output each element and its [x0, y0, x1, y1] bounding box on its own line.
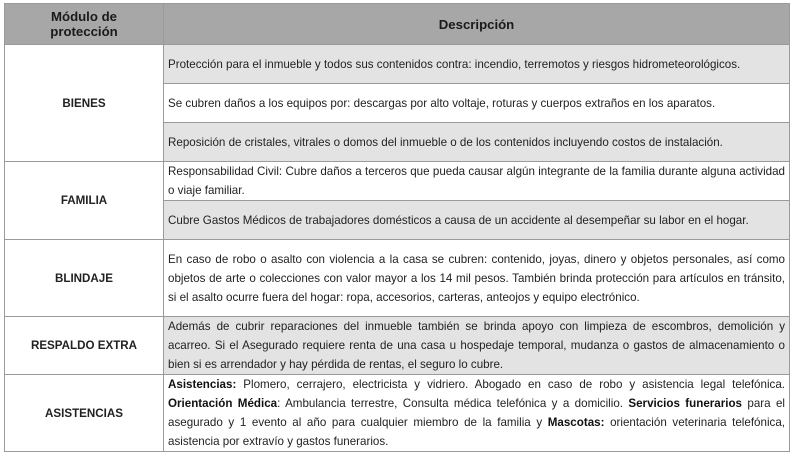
text-mascotas: orientación veterinaria telefónica, asistencia por extravío y gastos funerarios. — [168, 416, 785, 448]
label-servicios-funerarios: Servicios funerarios — [628, 397, 743, 410]
description-cell: Protección para el inmueble y todos sus contenidos contra: incendio, terremotos y riesgos hidrometeorológicos. — [164, 45, 790, 84]
description-cell: Cubre Gastos Médicos de trabajadores domésticos a causa de un accidente al desempeñar su labor en el hogar. — [164, 201, 790, 240]
label-asistencias: Asistencias: — [168, 378, 237, 391]
table-row — [5, 375, 790, 452]
header-module-line2: protección — [50, 24, 118, 39]
label-mascotas: Mascotas: — [547, 416, 605, 429]
table-row — [5, 45, 790, 84]
module-asistencias: ASISTENCIAS — [5, 375, 164, 452]
label-orientacion-medica: Orientación Médica — [168, 397, 278, 410]
header-module — [5, 4, 164, 45]
table-row — [5, 317, 790, 375]
text-orientacion-medica: : Ambulancia terrestre, Consulta médica telefónica y a domicilio. — [277, 397, 629, 410]
text-servicios-funerarios: para el asegurado y 1 evento al año para cualquier miembro de la familia y — [168, 397, 785, 429]
table-row — [5, 240, 790, 317]
header-module-line1: Módulo de — [51, 9, 117, 24]
description-cell: Reposición de cristales, vitrales o domos del inmueble o de los contenidos incluyendo costos de instalación. — [164, 123, 790, 162]
description-cell: Responsabilidad Civil: Cubre daños a terceros que pueda causar algún integrante de la familia durante alguna actividad o viaje familiar. — [164, 162, 790, 201]
table-row — [5, 162, 790, 201]
coverage-table — [4, 3, 790, 452]
module-bienes: BIENES — [5, 45, 164, 162]
module-blindaje: BLINDAJE — [5, 240, 164, 317]
module-respaldo-extra: RESPALDO EXTRA — [5, 317, 164, 375]
text-asistencias: Plomero, cerrajero, electricista y vidriero. Abogado en caso de robo y asistencia legal telefónica. — [236, 378, 785, 391]
description-cell — [164, 375, 790, 452]
description-cell: En caso de robo o asalto con violencia a la casa se cubren: contenido, joyas, dinero y objetos personales, así como objetos de arte o colecciones con valor mayor a los 14 mil pesos. También brinda protección para artículos en tránsito, si el asalto ocurre fuera del hogar: ropa, accesorios, carteras, anteojos y equipo electrónico. — [164, 240, 790, 317]
module-familia: FAMILIA — [5, 162, 164, 240]
table-header-row — [5, 4, 790, 45]
description-cell: Se cubren daños a los equipos por: descargas por alto voltaje, roturas y cuerpos extraños en los aparatos. — [164, 84, 790, 123]
header-description: Descripción — [164, 4, 790, 45]
description-cell: Además de cubrir reparaciones del inmueble también se brinda apoyo con limpieza de escombros, demolición y acarreo. Si el Asegurado requiere renta de una casa u hospedaje temporal, mudanza o gastos de almacenamiento o bien si es arrendador y hay pérdida de rentas, el seguro lo cubre. — [164, 317, 790, 375]
